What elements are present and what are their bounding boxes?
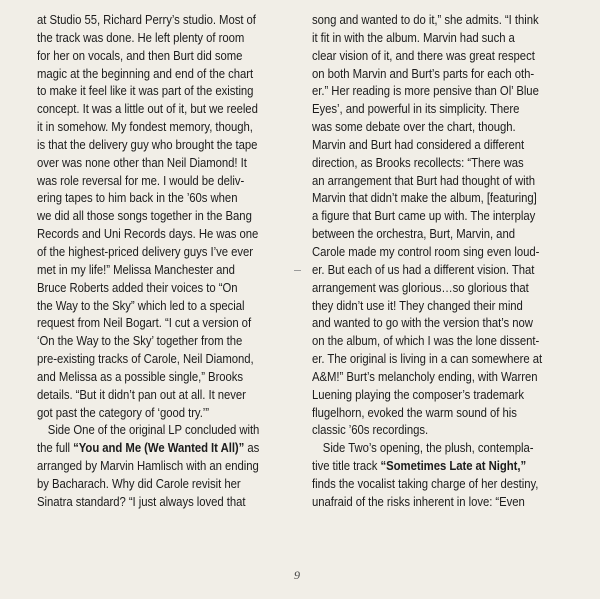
text-line: Marvin that didn’t make the album, [featuring] [312, 191, 537, 206]
text-line: Records and Uni Records days. He was one [37, 227, 259, 242]
text-line: arranged by Marvin Hamlisch with an ending [37, 459, 259, 474]
text-line: of the highest-priced delivery guys I’ve ever [37, 244, 253, 259]
text-line: details. “But it didn’t pan out at all. It never [37, 387, 246, 402]
text-line: arrangement was glorious…so glorious that [312, 280, 529, 295]
song-title: “Sometimes Late at Night,” [380, 459, 527, 474]
text-segment: the full [37, 441, 74, 456]
text-line: song and wanted to do it,” she admits. “I think [312, 13, 539, 27]
text-line: the track was done. He left plenty of room [37, 30, 245, 45]
text-line: magic at the beginning and end of the chart [37, 66, 254, 81]
song-title: “You and Me (We Wanted It All)” [73, 441, 245, 456]
text-line: Carole made my control room sing even loud- [312, 244, 540, 259]
text-line: er. The original is living in a can somewhere at [312, 352, 543, 367]
text-line [312, 458, 548, 476]
text-line: A&M!” Burt’s melancholy ending, with Warren [312, 369, 538, 384]
text-line: by Bacharach. Why did Carole revisit her [37, 476, 241, 491]
text-line: was role reversal for me. I would be deliv- [37, 173, 245, 188]
text-line: er. But each of us had a different vision. That [312, 262, 535, 277]
text-line: request from Neil Bogart. “I cut a version of [37, 316, 252, 331]
text-line: Sinatra standard? “I just always loved that [37, 494, 246, 509]
text-line: Marvin and Burt had considered a different [312, 137, 525, 152]
text-line: Bruce Roberts added their voices to “On [37, 280, 238, 295]
text-segment: as [244, 441, 260, 456]
text-line: a figure that Burt came up with. The interplay [312, 209, 536, 224]
text-line: it in somehow. My fondest memory, though, [37, 120, 253, 135]
text-line: ering tapes to him back in the ’60s when [37, 191, 238, 206]
text-line: er.” Her reading is more pensive than Ol’ Blue [312, 84, 539, 99]
text-line: concept. It was a little out of it, but we reeled [37, 102, 258, 117]
text-line: clear vision of it, and there was great respect [312, 48, 535, 63]
text-line: direction, as Brooks recollects: “There was [312, 155, 524, 170]
text-segment: tive title track [312, 459, 381, 474]
text-line: pre-existing tracks of Carole, Neil Diamond, [37, 352, 254, 367]
text-line: was some debate over the chart, though. [312, 120, 516, 135]
text-line: unafraid of the risks inherent in love: “Even [312, 494, 525, 509]
text-line: got past the category of ‘good try.’” [37, 405, 210, 420]
text-line: the Way to the Sky” which led to a special [37, 298, 245, 313]
text-line: over was none other than Neil Diamond! It [37, 155, 247, 170]
text-line: we did all those songs together in the Bang [37, 209, 252, 224]
text-line: Side One of the original LP concluded with [47, 423, 260, 438]
text-line: they didn’t use it! They changed their mind [312, 298, 523, 313]
text-line: ‘On the Way to the Sky’ together from the [37, 334, 243, 349]
text-line: Side Two’s opening, the plush, contempla- [322, 441, 534, 456]
text-line: Eyes’, and powerful in its simplicity. There [312, 102, 520, 117]
text-line: on the album, of which I was the lone dissent- [312, 334, 540, 349]
text-line: is that the delivery guy who brought the tape [37, 137, 258, 152]
text-line: Luening playing the composer’s trademark [312, 387, 525, 402]
text-line: for her on vocals, and then Burt did some [37, 48, 243, 63]
left-text-column [37, 12, 299, 512]
text-line: an arrangement that Burt had thought of with [312, 173, 535, 188]
text-line: to make it feel like it was part of the existing [37, 84, 254, 99]
text-line: met in my life!” Melissa Manchester and [37, 262, 235, 277]
text-line: on both Marvin and Burt’s parts for each oth- [312, 66, 535, 81]
text-line: classic ’60s recordings. [312, 423, 429, 438]
right-text-column [312, 12, 574, 512]
text-line [37, 440, 273, 458]
text-line: flugelhorn, evoked the warm sound of his [312, 405, 517, 420]
text-line: and Melissa as a possible single,” Brooks [37, 369, 244, 384]
page-center-mark [294, 270, 301, 271]
text-line: and wanted to go with the version that’s now [312, 316, 533, 331]
page-number: 9 [294, 568, 300, 582]
text-line: it fit in with the album. Marvin had such a [312, 30, 515, 45]
text-line: at Studio 55, Richard Perry’s studio. Most of [37, 13, 256, 27]
text-line: between the orchestra, Burt, Marvin, and [312, 227, 515, 242]
text-line: finds the vocalist taking charge of her destiny, [312, 476, 539, 491]
